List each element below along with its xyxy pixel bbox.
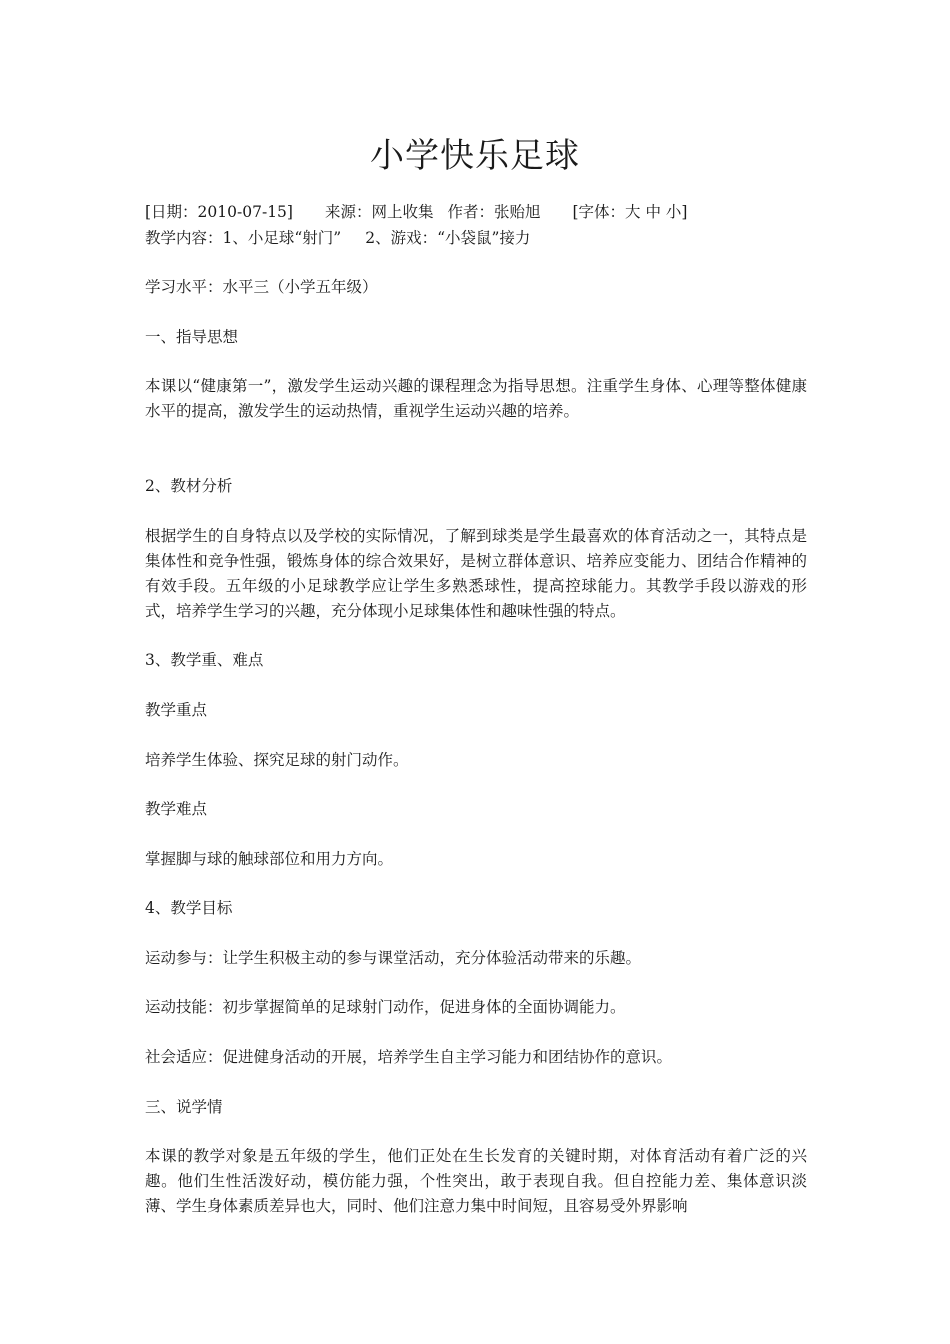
goal-skills: 运动技能：初步掌握简单的足球射门动作，促进身体的全面协调能力。 — [145, 998, 626, 1016]
goal-social: 社会适应：促进健身活动的开展，培养学生自主学习能力和团结协作的意识。 — [145, 1048, 673, 1066]
key-point-label: 教学重点 — [145, 701, 208, 719]
section-3-heading: 3、教学重、难点 — [145, 651, 264, 669]
section-4-heading: 4、教学目标 — [145, 899, 233, 917]
section-1-text: 本课以“健康第一”，激发学生运动兴趣的课程理念为指导思想。注重学生身体、心理等整体健康水平的提高，激发学生的运动热情，重视学生运动兴趣的培养。 — [145, 377, 807, 420]
learning-level: 学习水平：水平三（小学五年级） — [145, 278, 378, 296]
difficulty-text: 掌握脚与球的触球部位和用力方向。 — [145, 850, 394, 868]
section-5-text: 本课的教学对象是五年级的学生，他们正处在生长发育的关键时期，对体育活动有着广泛的兴趣。他们生性活泼好动，模仿能力强，个性突出，敢于表现自我。但自控能力差、集体意识淡薄、学生身体素质差异也大，同时、他们注意力集中时间短，且容易受外界影响 — [145, 1147, 807, 1215]
content-item-2: 2、游戏：“小袋鼠”接力 — [365, 229, 531, 247]
content-item-1: 教学内容：1、小足球“射门” — [145, 229, 342, 247]
page-title: 小学快乐足球 — [370, 136, 580, 176]
content-line — [145, 226, 810, 251]
meta-author: 作者：张贻旭 — [447, 203, 541, 221]
section-2-heading: 2、教材分析 — [145, 477, 233, 495]
section-5-heading: 三、说学情 — [145, 1098, 223, 1116]
font-size-selector[interactable]: [字体：大 中 小] — [572, 203, 688, 221]
goal-participation: 运动参与：让学生积极主动的参与课堂活动，充分体验活动带来的乐趣。 — [145, 949, 642, 967]
meta-date: [日期：2010-07-15] — [145, 203, 293, 221]
key-point-text: 培养学生体验、探究足球的射门动作。 — [145, 751, 409, 769]
meta-source: 来源：网上收集 — [324, 203, 434, 221]
meta-line — [145, 200, 810, 225]
difficulty-label: 教学难点 — [145, 800, 208, 818]
section-2-text: 根据学生的自身特点以及学校的实际情况，了解到球类是学生最喜欢的体育活动之一，其特点是集体性和竞争性强，锻炼身体的综合效果好，是树立群体意识、培养应变能力、团结合作精神的有效手段。五年级的小足球教学应让学生多熟悉球性，提高控球能力。其教学手段以游戏的形式，培养学生学习的兴趣，充分体现小足球集体性和趣味性强的特点。 — [145, 527, 807, 620]
section-1-heading: 一、指导思想 — [145, 328, 239, 346]
